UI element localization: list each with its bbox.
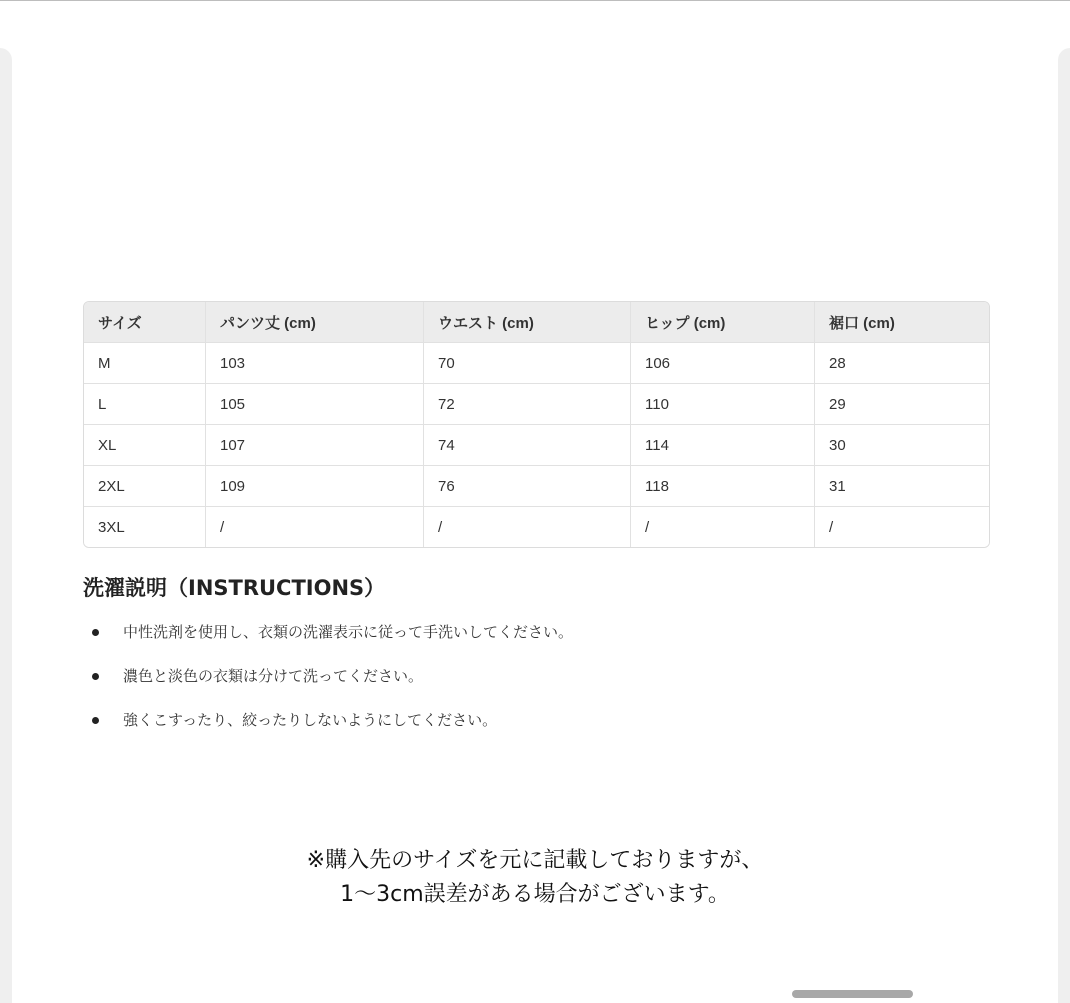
instructions-list <box>83 618 573 750</box>
cell-size: M <box>84 343 206 384</box>
list-item-text: 中性洗剤を使用し、衣類の洗濯表示に従って手洗いしてください。 <box>123 623 574 641</box>
table-row <box>84 343 989 384</box>
cell-size: 2XL <box>84 466 206 507</box>
disclaimer-line-1: ※購入先のサイズを元に記載しておりますが、 <box>306 848 764 873</box>
cell-hip: / <box>631 507 815 547</box>
list-item-text: 濃色と淡色の衣類は分けて洗ってください。 <box>123 667 424 685</box>
bullet-icon <box>92 629 99 636</box>
cell-waist: / <box>424 507 631 547</box>
top-divider <box>0 0 1070 1</box>
list-item-text: 強くこすったり、絞ったりしないようにしてください。 <box>123 711 498 729</box>
list-item <box>83 618 573 662</box>
header-size: サイズ <box>84 302 206 343</box>
cell-hem: 31 <box>815 466 989 507</box>
table-row <box>84 466 989 507</box>
table-row <box>84 507 989 547</box>
list-item <box>83 706 573 750</box>
disclaimer-line-2: 1～3cm誤差がある場合がございます。 <box>340 882 730 907</box>
size-disclaimer <box>12 844 1058 912</box>
cell-pants-length: 107 <box>206 425 424 466</box>
home-indicator[interactable] <box>792 990 913 998</box>
cell-hip: 118 <box>631 466 815 507</box>
size-table <box>83 301 990 548</box>
cell-waist: 74 <box>424 425 631 466</box>
cell-hip: 110 <box>631 384 815 425</box>
cell-pants-length: / <box>206 507 424 547</box>
cell-hem: 30 <box>815 425 989 466</box>
cell-hip: 114 <box>631 425 815 466</box>
table-row <box>84 425 989 466</box>
list-item <box>83 662 573 706</box>
cell-size: XL <box>84 425 206 466</box>
header-pants-length: パンツ丈 (cm) <box>206 302 424 343</box>
cell-pants-length: 105 <box>206 384 424 425</box>
table-header-row <box>84 302 989 343</box>
right-gutter <box>1058 48 1070 1003</box>
bullet-icon <box>92 717 99 724</box>
cell-hem: 28 <box>815 343 989 384</box>
cell-waist: 76 <box>424 466 631 507</box>
cell-hem: 29 <box>815 384 989 425</box>
header-hem: 裾口 (cm) <box>815 302 989 343</box>
header-hip: ヒップ (cm) <box>631 302 815 343</box>
cell-hip: 106 <box>631 343 815 384</box>
cell-waist: 72 <box>424 384 631 425</box>
cell-hem: / <box>815 507 989 547</box>
instructions-title: 洗濯説明（INSTRUCTIONS） <box>83 576 386 600</box>
cell-pants-length: 103 <box>206 343 424 384</box>
cell-pants-length: 109 <box>206 466 424 507</box>
table-row <box>84 384 989 425</box>
bullet-icon <box>92 673 99 680</box>
header-waist: ウエスト (cm) <box>424 302 631 343</box>
cell-size: 3XL <box>84 507 206 547</box>
left-gutter <box>0 48 12 1003</box>
content-area[interactable] <box>12 48 1058 1003</box>
cell-size: L <box>84 384 206 425</box>
cell-waist: 70 <box>424 343 631 384</box>
